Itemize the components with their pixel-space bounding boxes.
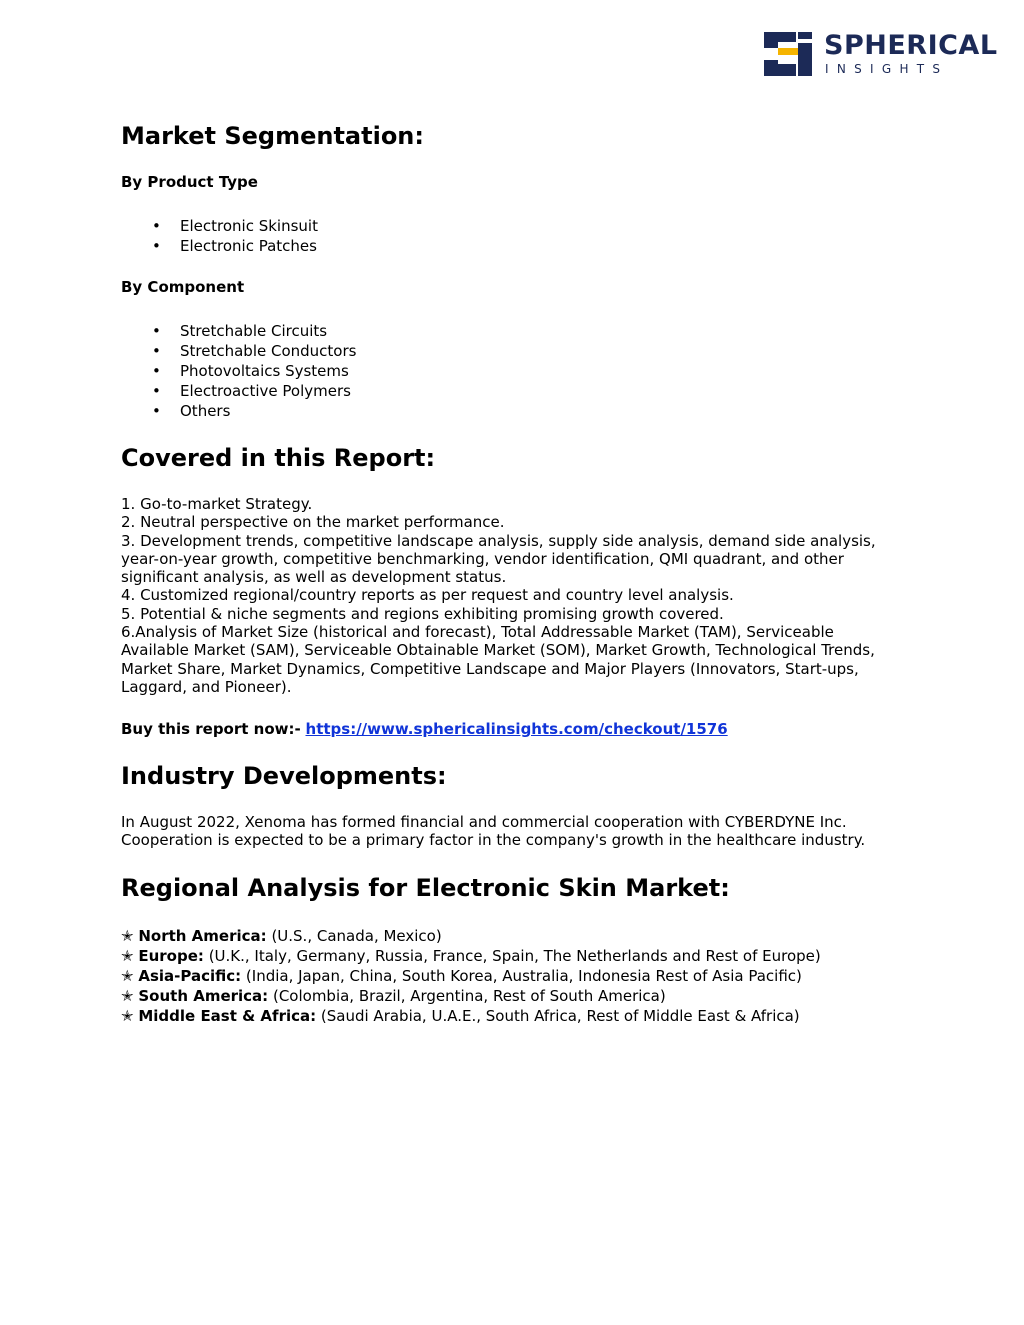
- checkout-link[interactable]: https://www.sphericalinsights.com/checkout/1576: [305, 720, 728, 738]
- regional-list: [121, 926, 821, 1026]
- industry-title: Industry Developments:: [121, 762, 447, 790]
- region-countries: (U.K., Italy, Germany, Russia, France, Spain, The Netherlands and Rest of Europe): [208, 947, 821, 965]
- region-row: [121, 1006, 821, 1026]
- component-heading: By Component: [121, 278, 245, 296]
- region-name: Middle East & Africa:: [138, 1007, 317, 1025]
- star-icon: ✭: [121, 1007, 134, 1025]
- star-icon: ✭: [121, 947, 134, 965]
- region-row: [121, 946, 821, 966]
- component-list: [121, 321, 356, 421]
- spherical-insights-logo-icon: [764, 31, 814, 77]
- region-name: North America:: [138, 927, 267, 945]
- star-icon: ✭: [121, 927, 134, 945]
- region-name: South America:: [138, 987, 269, 1005]
- list-item: • Stretchable Circuits: [121, 321, 356, 341]
- star-icon: ✭: [121, 967, 134, 985]
- logo-wordmark: SPHERICAL: [824, 30, 998, 61]
- covered-item: 5. Potential & niche segments and regions exhibiting promising growth covered.: [121, 604, 724, 623]
- product-type-heading: By Product Type: [121, 173, 258, 191]
- industry-paragraph: In August 2022, Xenoma has formed financial and commercial cooperation with CYBERDYNE Inc. Cooperation is expected to be a primary factor in the company's growth in the healthcare industry.: [121, 813, 866, 850]
- logo-subwordmark: INSIGHTS: [825, 62, 949, 76]
- covered-item: 6.Analysis of Market Size (historical and forecast), Total Addressable Market (TAM), Serviceable Available Market (SAM), Serviceable Obtainable Market (SOM), Market Growth, Technological Trends, Market Share, Market Dynamics, Competitive Landscape and Major Players (Innovators, Start-ups, Laggard, and Pioneer).: [121, 623, 875, 696]
- covered-title: Covered in this Report:: [121, 444, 436, 472]
- covered-item: 1. Go-to-market Strategy.: [121, 495, 313, 513]
- covered-item: 4. Customized regional/country reports as per request and country level analysis.: [121, 586, 734, 605]
- regional-title: Regional Analysis for Electronic Skin Market:: [121, 874, 730, 902]
- buy-report-line: [121, 720, 728, 738]
- product-type-list: [121, 216, 318, 256]
- region-countries: (Colombia, Brazil, Argentina, Rest of South America): [272, 987, 666, 1005]
- list-item: • Electronic Skinsuit: [121, 216, 318, 236]
- region-row: [121, 926, 821, 946]
- covered-list: [121, 495, 901, 696]
- region-countries: (India, Japan, China, South Korea, Australia, Indonesia Rest of Asia Pacific): [245, 967, 802, 985]
- region-row: [121, 986, 821, 1006]
- list-item: • Photovoltaics Systems: [121, 361, 356, 381]
- buy-label: Buy this report now:-: [121, 720, 301, 738]
- star-icon: ✭: [121, 987, 134, 1005]
- list-item: • Electroactive Polymers: [121, 381, 356, 401]
- region-name: Asia-Pacific:: [138, 967, 242, 985]
- industry-text: [121, 813, 901, 850]
- region-countries: (U.S., Canada, Mexico): [271, 927, 442, 945]
- region-countries: (Saudi Arabia, U.A.E., South Africa, Rest of Middle East & Africa): [320, 1007, 800, 1025]
- covered-item: 2. Neutral perspective on the market performance.: [121, 513, 505, 532]
- list-item: • Electronic Patches: [121, 236, 318, 256]
- logo: [764, 30, 998, 77]
- region-row: [121, 966, 821, 986]
- list-item: • Stretchable Conductors: [121, 341, 356, 361]
- list-item: • Others: [121, 401, 356, 421]
- region-name: Europe:: [138, 947, 204, 965]
- covered-item: 3. Development trends, competitive landscape analysis, supply side analysis, demand side analysis, year-on-year growth, competitive benchmarking, vendor identification, QMI quadrant, and other significant analysis, as well as development status.: [121, 531, 876, 587]
- segmentation-title: Market Segmentation:: [121, 122, 424, 150]
